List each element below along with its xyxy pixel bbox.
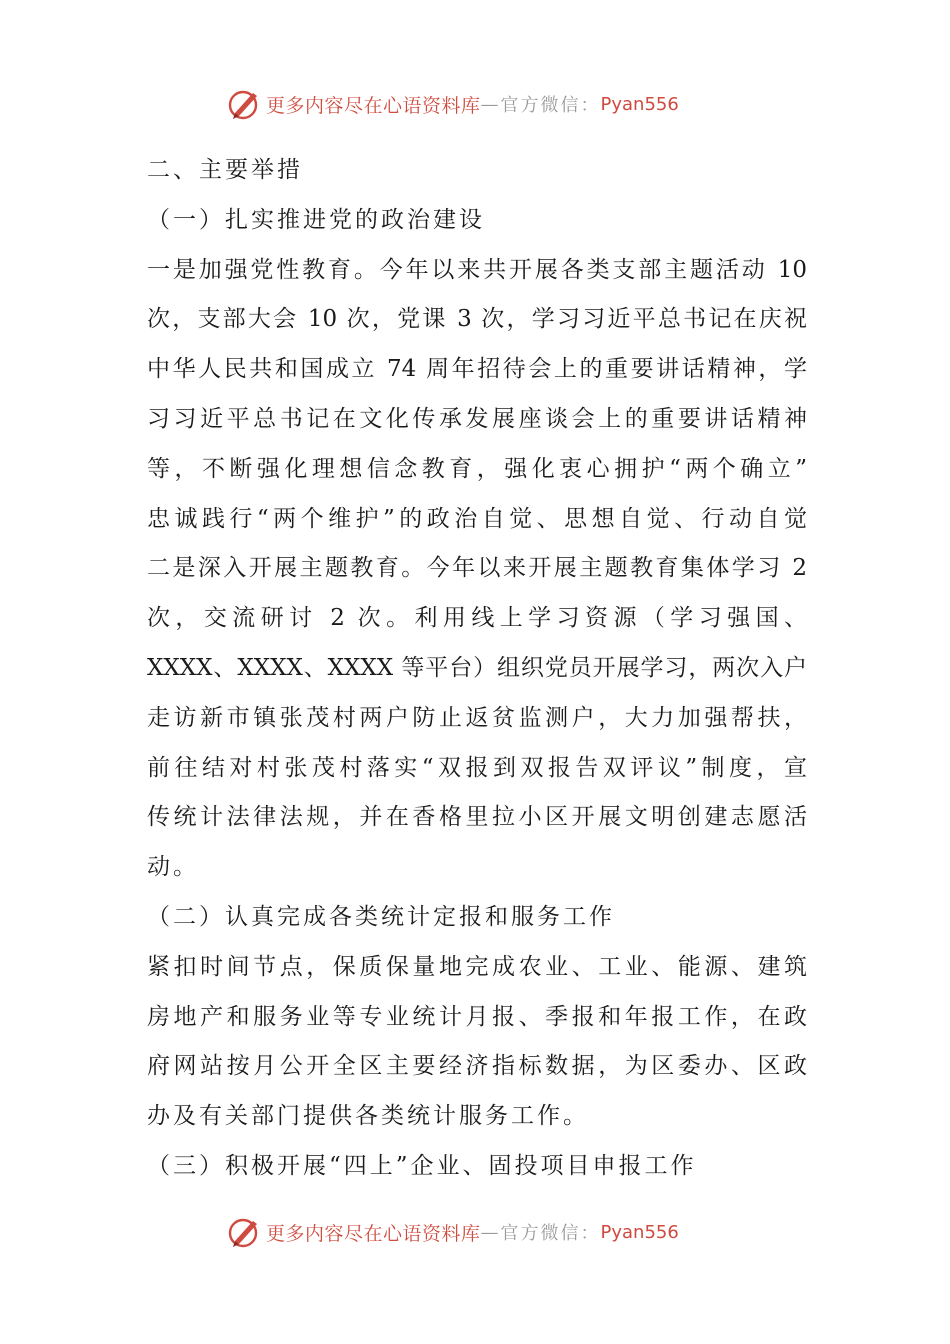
- text-line: 府网站按月公开全区主要经济指标数据，为区委办、区政: [147, 1053, 807, 1080]
- text-line: 二是深入开展主题教育。今年以来开展主题教育集体学习 2: [147, 555, 807, 582]
- text-line: 办及有关部门提供各类统计服务工作。: [147, 1103, 589, 1130]
- watermark-id: Pyan556: [600, 1221, 679, 1243]
- text-line: 忠诚践行“两个维护”的政治自觉、思想自觉、行动自觉: [147, 505, 807, 532]
- document-body: [147, 146, 807, 1192]
- text-line: 传统计法律法规，并在香格里拉小区开展文明创建志愿活: [147, 804, 807, 831]
- watermark-dash: —: [480, 1221, 501, 1243]
- watermark-official: 官方微信：: [500, 1223, 601, 1244]
- pen-logo-icon: [226, 1214, 262, 1250]
- watermark-official: 官方微信：: [500, 95, 601, 116]
- footer-watermark: [226, 1212, 679, 1252]
- pen-logo-icon: [226, 86, 262, 122]
- header-watermark: [226, 84, 679, 124]
- text-line: 二、主要举措: [147, 157, 303, 183]
- text-line: 动。: [147, 854, 199, 881]
- watermark-brand: 更多内容尽在心语资料库: [266, 1222, 481, 1245]
- text-line: XXXX、XXXX、XXXX 等平台）组织党员开展学习，两次入户: [147, 654, 807, 681]
- text-line: 中华人民共和国成立 74 周年招待会上的重要讲话精神，学: [147, 356, 807, 383]
- text-line: 走访新市镇张茂村两户防止返贫监测户，大力加强帮扶，: [147, 704, 807, 731]
- text-line: （三）积极开展“四上”企业、固投项目申报工作: [147, 1152, 697, 1179]
- text-line: 房地产和服务业等专业统计月报、季报和年报工作，在政: [147, 1003, 807, 1030]
- text-line: 次，交流研讨 2 次。利用线上学习资源（学习强国、: [147, 605, 807, 632]
- text-line: 等，不断强化理想信念教育，强化衷心拥护“两个确立”: [147, 455, 807, 482]
- text-line: 一是加强党性教育。今年以来共开展各类支部主题活动 10: [147, 256, 807, 283]
- text-line: （一）扎实推进党的政治建设: [147, 206, 485, 233]
- watermark-dash: —: [480, 93, 501, 115]
- watermark-brand: 更多内容尽在心语资料库: [266, 94, 481, 117]
- watermark-id: Pyan556: [600, 93, 679, 115]
- text-line: 前往结对村张茂村落实“双报到双报告双评议”制度，宣: [147, 754, 807, 781]
- text-line: 次，支部大会 10 次，党课 3 次，学习习近平总书记在庆祝: [147, 306, 807, 333]
- text-line: （二）认真完成各类统计定报和服务工作: [147, 903, 615, 930]
- text-line: 习习近平总书记在文化传承发展座谈会上的重要讲话精神: [147, 405, 807, 432]
- text-line: 紧扣时间节点，保质保量地完成农业、工业、能源、建筑: [147, 953, 807, 980]
